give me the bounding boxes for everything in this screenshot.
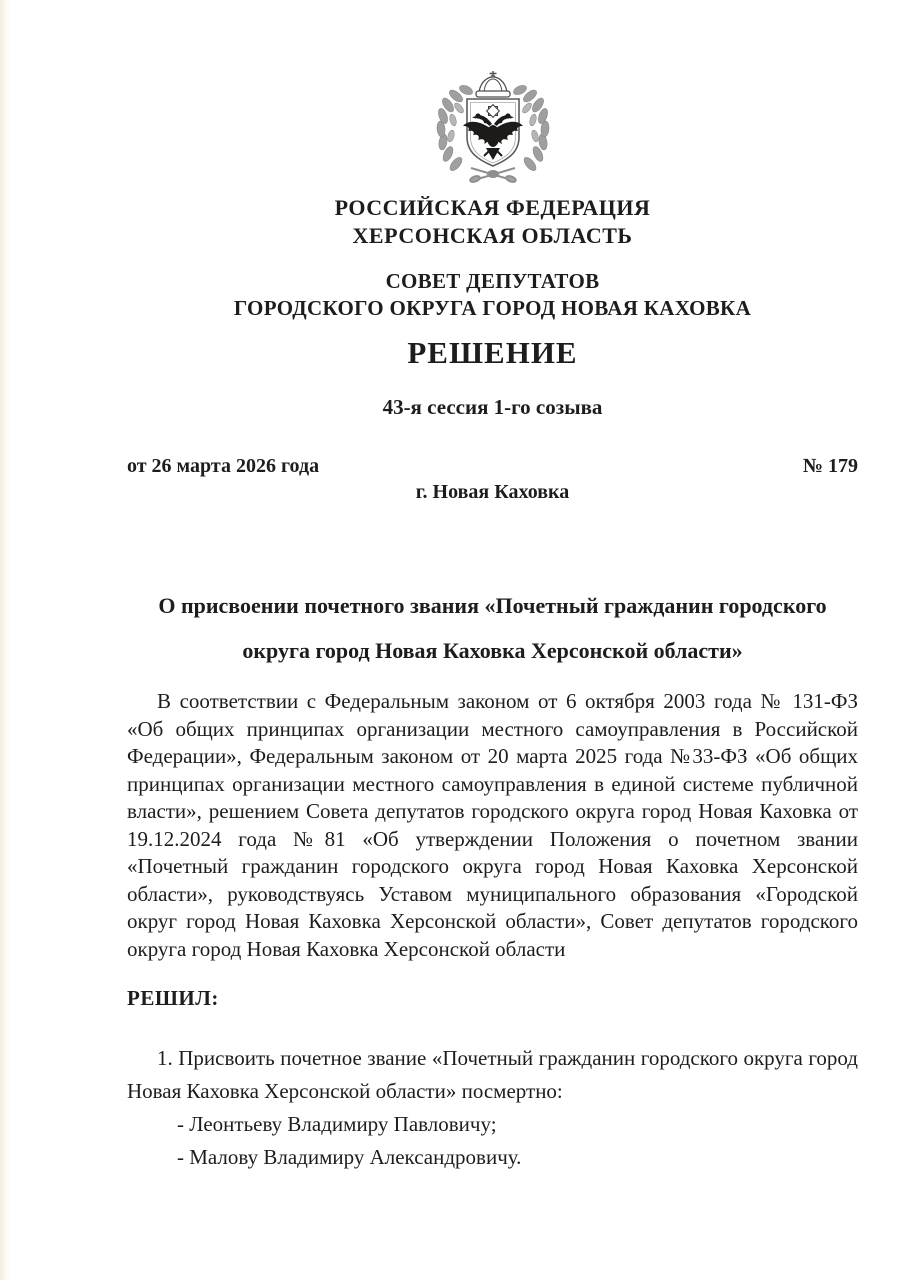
region-heading: ХЕРСОНСКАЯ ОБЛАСТЬ (352, 223, 633, 248)
honoree-item: - Малову Владимиру Александровичу. (177, 1145, 522, 1169)
kherson-oblast-coat-of-arms-icon (127, 68, 858, 188)
honoree-item: - Леонтьеву Владимиру Павловичу; (177, 1112, 497, 1136)
preamble-paragraph: В соответствии с Федеральным законом от 6 октября 2003 года № 131-ФЗ «Об общих принципах организации местного самоуправления в Российской Федерации», Федеральным законом от 20 марта 2025 года №33-ФЗ «Об общих принципах организации местного самоуправления в единой системе публичной власти», решением Совета депутатов городского округа город Новая Каховка от 19.12.2024 года №81 «Об утверждении Положения о почетном звании «Почетный гражданин городского округа город Новая Каховка Херсонской области», руководствуясь Уставом муниципального образования «Городской округ город Новая Каховка Херсонской области», Совет депутатов городского округа город Новая Каховка Херсонской области (127, 689, 858, 961)
crown (476, 71, 510, 97)
wreath-cross (469, 168, 516, 183)
authority-name-line1: СОВЕТ ДЕПУТАТОВ (385, 269, 600, 293)
document-number: № 179 (802, 455, 858, 477)
authority-name-line2: ГОРОДСКОГО ОКРУГА ГОРОД НОВАЯ КАХОВКА (233, 296, 752, 320)
city-line: г. Новая Каховка (415, 481, 570, 503)
resolution-item-1: 1. Присвоить почетное звание «Почетный гражданин городского округа город Новая Каховка Херсонской области» посмертно: (127, 1046, 858, 1103)
country-heading: РОССИЙСКАЯ ФЕДЕРАЦИЯ (334, 195, 651, 220)
scan-edge-shadow (0, 0, 12, 1280)
date-number-row (127, 453, 858, 479)
document-date: от 26 марта 2026 года (127, 455, 320, 477)
star (486, 105, 499, 118)
document-content (127, 0, 858, 1174)
document-type-heading: РЕШЕНИЕ (407, 335, 578, 370)
resolved-label: РЕШИЛ: (127, 986, 219, 1010)
session-line: 43-я сессия 1-го созыва (382, 395, 603, 419)
document-title: О присвоении почетного звания «Почетный гражданин городского округа город Новая Каховка Херсонской области» (158, 593, 827, 663)
